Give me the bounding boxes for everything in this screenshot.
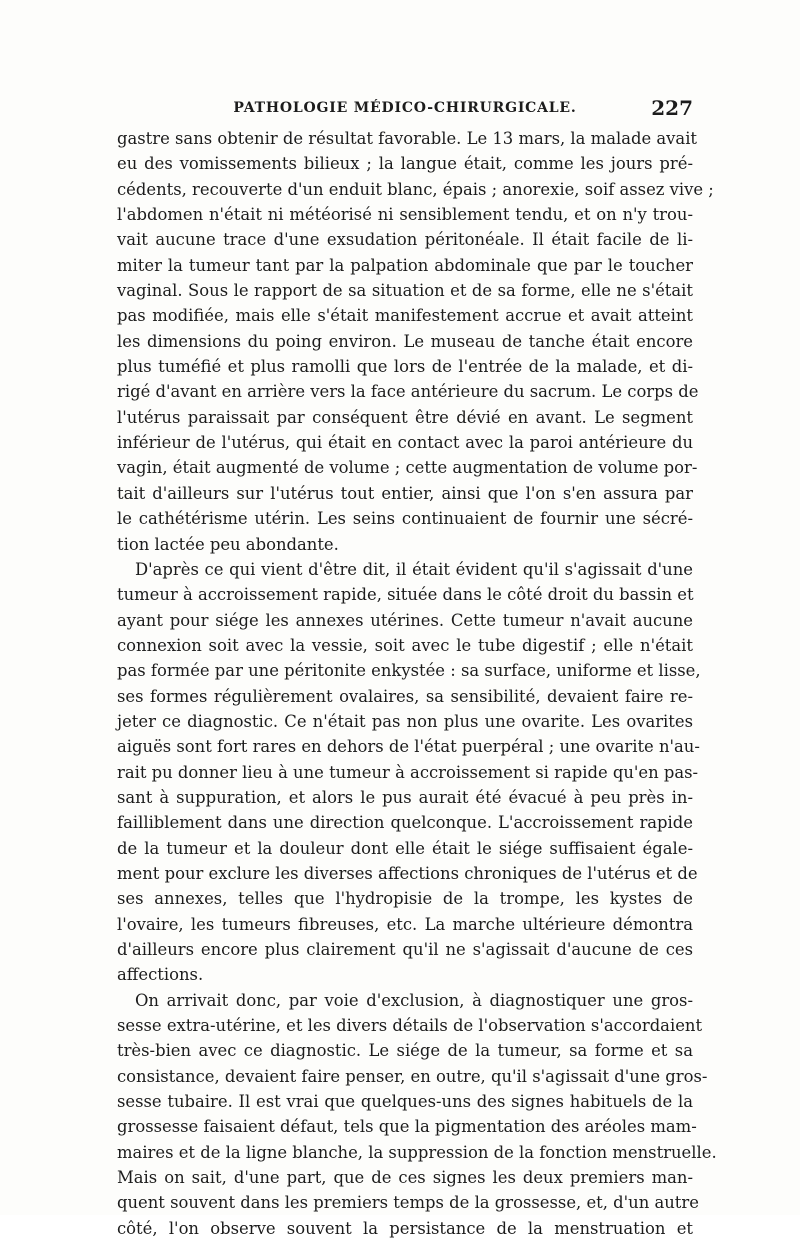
text-line: affections.	[117, 965, 204, 985]
text-line: failliblement dans une direction quelconque. L'accroissement rapide	[117, 813, 693, 833]
text-line: vagin, était augmenté de volume ; cette augmentation de volume por-	[117, 458, 698, 478]
text-line: vait aucune trace d'une exsudation péritonéale. Il était facile de li-	[117, 230, 693, 250]
text-line: de la tumeur et la douleur dont elle était le siége suffisaient égale-	[117, 838, 693, 858]
text-line: ses annexes, telles que l'hydropisie de la trompe, les kystes de	[117, 889, 693, 909]
page-number: 227	[651, 96, 693, 120]
text-line: rait pu donner lieu à une tumeur à accroissement si rapide qu'en pas-	[117, 762, 699, 782]
text-line: pas modifiée, mais elle s'était manifestement accrue et avait atteint	[117, 306, 693, 326]
text-line: côté, l'on observe souvent la persistance de la menstruation et	[117, 1218, 693, 1238]
text-line: gastre sans obtenir de résultat favorable. Le 13 mars, la malade avait	[117, 129, 698, 148]
text-line: maires et de la ligne blanche, la suppression de la fonction menstruelle.	[117, 1142, 717, 1162]
text-line: l'ovaire, les tumeurs fibreuses, etc. La marche ultérieure démontra	[117, 914, 693, 934]
text-line: vaginal. Sous le rapport de sa situation et de sa forme, elle ne s'était	[117, 281, 693, 301]
text-line: très-bien avec ce diagnostic. Le siége de la tumeur, sa forme et sa	[117, 1041, 693, 1061]
text-line: connexion soit avec la vessie, soit avec le tube digestif ; elle n'était	[117, 635, 693, 655]
text-line: ses formes régulièrement ovalaires, sa sensibilité, devaient faire re-	[117, 686, 693, 706]
text-line: l'utérus paraissait par conséquent être dévié en avant. Le segment	[117, 407, 693, 427]
text-line: sant à suppuration, et alors le pus aurait été évacué à peu près in-	[117, 787, 693, 807]
text-line: miter la tumeur tant par la palpation abdominale que par le toucher	[117, 255, 693, 275]
text-line: Mais on sait, d'une part, que de ces signes les deux premiers man-	[117, 1168, 693, 1188]
text-line: inférieur de l'utérus, qui était en contact avec la paroi antérieure du	[117, 433, 693, 453]
text-line: rigé d'avant en arrière vers la face antérieure du sacrum. Le corps de	[117, 382, 699, 402]
text-line: l'abdomen n'était ni météorisé ni sensiblement tendu, et on n'y trou-	[117, 205, 693, 225]
text-line: sesse extra-utérine, et les divers détails de l'observation s'accordaient	[117, 1016, 703, 1036]
text-line: ment pour exclure les diverses affections chroniques de l'utérus et de	[117, 863, 698, 883]
text-line: tumeur à accroissement rapide, située dans le côté droit du bassin et	[117, 585, 694, 605]
text-line: tait d'ailleurs sur l'utérus tout entier, ainsi que l'on s'en assura par	[117, 483, 693, 503]
text-line: consistance, devaient faire penser, en outre, qu'il s'agissait d'une gros-	[117, 1066, 708, 1086]
paragraph-start-line: D'après ce qui vient d'être dit, il était évident qu'il s'agissait d'une	[135, 559, 693, 579]
text-line: plus tuméfié et plus ramolli que lors de l'entrée de la malade, et di-	[117, 357, 693, 377]
running-head	[117, 96, 693, 120]
text-line: le cathétérisme utérin. Les seins continuaient de fournir une sécré-	[117, 509, 693, 529]
text-line: d'ailleurs encore plus clairement qu'il ne s'agissait d'aucune de ces	[117, 940, 693, 959]
body-text	[117, 126, 717, 1241]
text-line: eu des vomissements bilieux ; la langue était, comme les jours pré-	[117, 154, 693, 174]
text-line: sesse tubaire. Il est vrai que quelques-uns des signes habituels de la	[117, 1092, 693, 1112]
text-line: cédents, recouverte d'un enduit blanc, épais ; anorexie, soif assez vive ;	[117, 179, 714, 199]
text-line: aiguës sont fort rares en dehors de l'état puerpéral ; une ovarite n'au-	[117, 737, 700, 757]
running-title: PATHOLOGIE MÉDICO-CHIRURGICALE.	[233, 100, 577, 116]
text-line: les dimensions du poing environ. Le museau de tanche était encore	[117, 331, 693, 351]
text-line: ayant pour siége les annexes utérines. Cette tumeur n'avait aucune	[117, 610, 693, 630]
text-line: quent souvent dans les premiers temps de la grossesse, et, d'un autre	[117, 1193, 699, 1213]
text-line: pas formée par une péritonite enkystée : sa surface, uniforme et lisse,	[117, 661, 701, 681]
paragraph-start-line: On arrivait donc, par voie d'exclusion, à diagnostiquer une gros-	[135, 990, 693, 1010]
text-line: grossesse faisaient défaut, tels que la pigmentation des aréoles mam-	[117, 1117, 697, 1137]
text-line: tion lactée peu abondante.	[117, 534, 339, 554]
text-line: jeter ce diagnostic. Ce n'était pas non plus une ovarite. Les ovarites	[117, 711, 693, 731]
